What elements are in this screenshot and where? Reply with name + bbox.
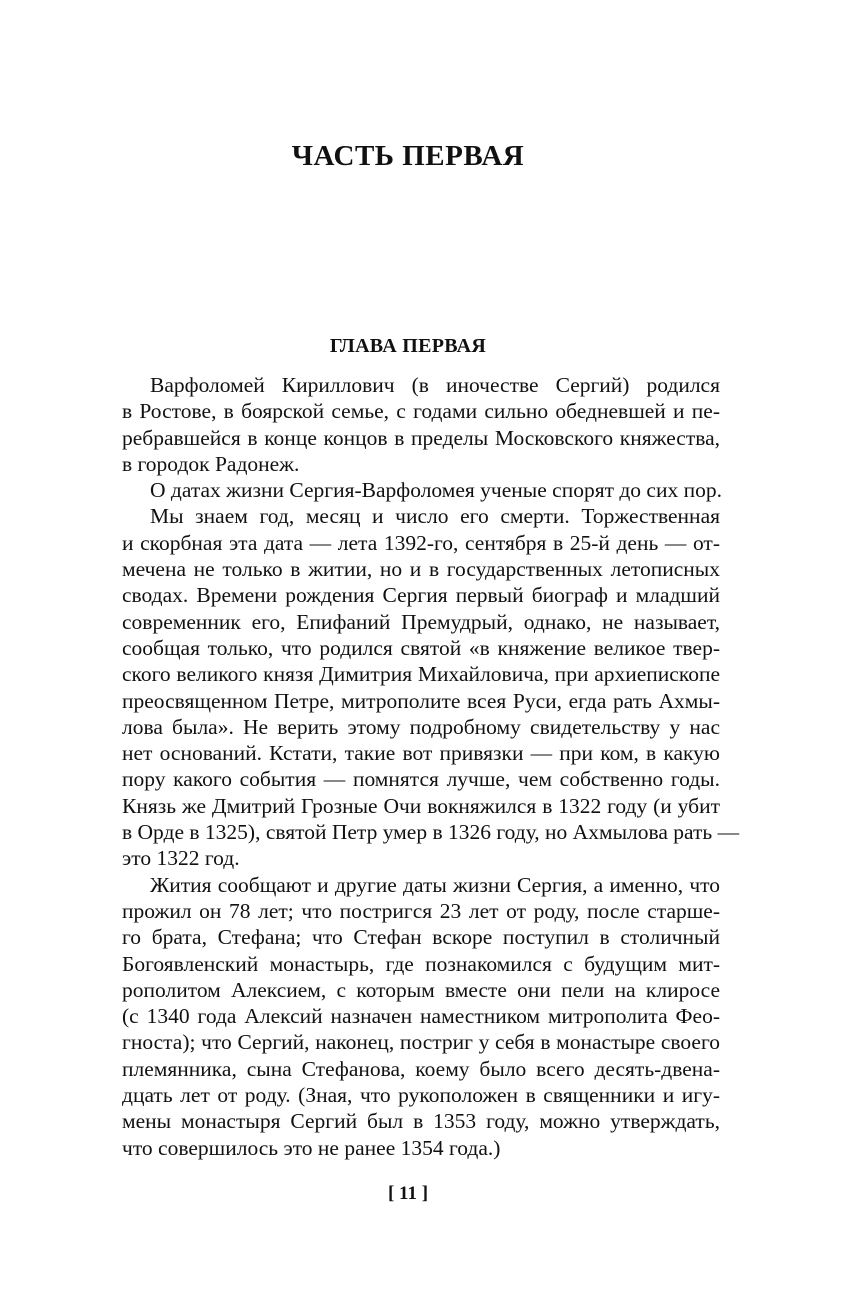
text-line: в Ростове, в боярской семье, с годами сильно обедневшей и пе-	[122, 399, 720, 424]
text-line: современник его, Епифаний Премудрый, однако, не называет,	[122, 609, 720, 634]
text-line: племянника, сына Стефанова, коему было всего десять-двена-	[122, 1056, 720, 1081]
text-line: мечена не только в житии, но и в государственных летописных	[122, 557, 720, 582]
text-line: ребравшейся в конце концов в пределы Московского княжества,	[122, 425, 720, 450]
text-line: сообщая только, что родился святой «в княжение великое твер-	[122, 635, 720, 660]
text-line: Мы знаем год, месяц и число его смерти. Торжественная	[150, 504, 720, 529]
text-line: (с 1340 года Алексий назначен наместником митрополита Фео-	[122, 1004, 720, 1029]
text-line: сводах. Времени рождения Сергия первый биограф и младший	[122, 583, 720, 608]
page-number: [ 11 ]	[387, 1183, 429, 1204]
text-line: и скорбная эта дата — лета 1392-го, сентября в 25-й день — от-	[122, 530, 720, 555]
text-line: рополитом Алексием, с которым вместе они пели на клиросе	[122, 977, 720, 1002]
text-line: в городок Радонеж.	[122, 451, 300, 476]
text-line: Князь же Дмитрий Грозные Очи вокняжился в 1322 году (и убит	[122, 793, 720, 818]
paragraph-2	[96, 477, 720, 503]
text-line: гноста); что Сергий, наконец, постриг у себя в монастыре своего	[122, 1030, 720, 1055]
text-line: ского великого князя Димитрия Михайловича, при архиепископе	[122, 662, 720, 687]
text-line: что совершилось это не ранее 1354 года.)	[122, 1135, 501, 1160]
text-line: нет оснований. Кстати, такие вот привязки — при ком, в какую	[122, 741, 720, 766]
paragraph-3	[96, 503, 740, 871]
text-line: мены монастыря Сергий был в 1353 году, можно утверждать,	[122, 1109, 720, 1134]
text-line: это 1322 год.	[122, 846, 240, 871]
chapter-title: ГЛАВА ПЕРВАЯ	[329, 335, 487, 357]
paragraph-4	[96, 872, 720, 1161]
part-title: ЧАСТЬ ПЕРВАЯ	[291, 140, 525, 172]
text-line: лова была». Не верить этому подробному свидетельству у нас	[122, 714, 720, 739]
text-line: го брата, Стефана; что Стефан вскоре поступил в столичный	[122, 925, 720, 950]
text-line: О датах жизни Сергия-Варфоломея ученые спорят до сих пор.	[150, 478, 722, 503]
text-line: в Орде в 1325), святой Петр умер в 1326 году, но Ахмылова рать —	[122, 820, 740, 845]
text-line: прожил он 78 лет; что постригся 23 лет от роду, после старше-	[122, 898, 720, 923]
text-line: дцать лет от роду. (Зная, что рукоположен в священники и игу-	[122, 1083, 720, 1108]
text-line: пору какого события — помнятся лучше, чем собственно годы.	[122, 767, 720, 792]
text-line: преосвященном Петре, митрополите всея Руси, егда рать Ахмы-	[122, 688, 720, 713]
body-text	[96, 372, 740, 1161]
text-line: Жития сообщают и другие даты жизни Сергия, а именно, что	[150, 872, 720, 897]
paragraph-1	[96, 372, 720, 477]
text-line: Варфоломей Кириллович (в иночестве Сергий) родился	[150, 373, 720, 397]
text-line: Богоявленский монастырь, где познакомился с будущим мит-	[122, 951, 720, 976]
